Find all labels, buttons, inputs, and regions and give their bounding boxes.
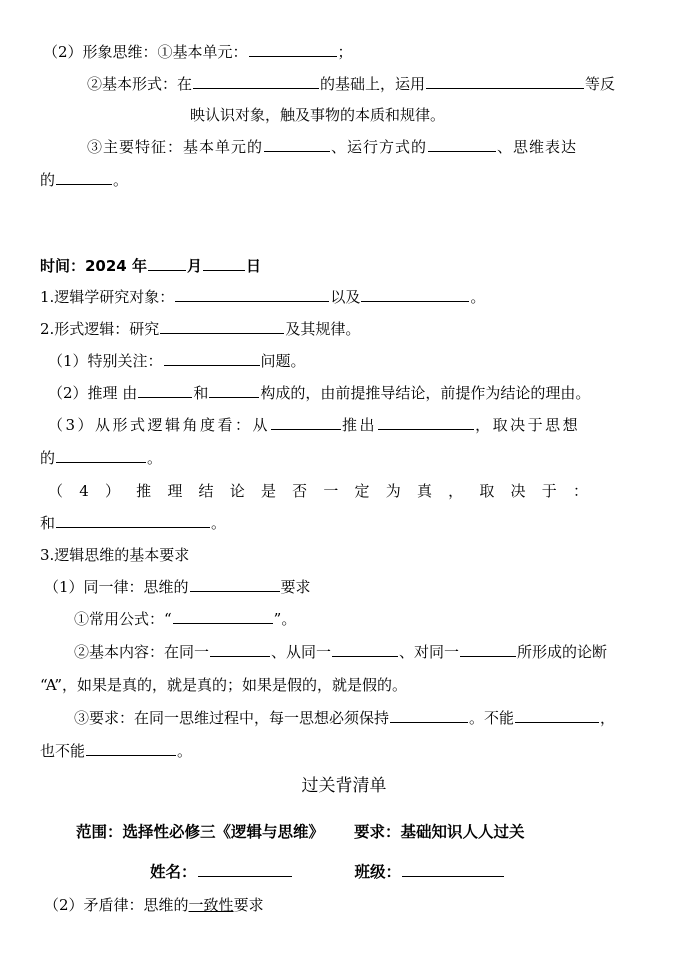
text: 1.逻辑学研究对象： — [40, 288, 175, 306]
fill-blank[interactable] — [249, 42, 337, 57]
fill-blank[interactable] — [175, 287, 329, 302]
fill-blank[interactable] — [361, 287, 469, 302]
text: “A”，如果是真的，就是真的；如果是假的，就是假的。 — [40, 676, 408, 694]
text: 的基础上，运用 — [320, 75, 426, 93]
text: 和 — [40, 514, 56, 532]
fill-blank[interactable] — [193, 74, 319, 89]
fill-blank[interactable] — [390, 708, 468, 723]
text: 所形成的论断 — [517, 643, 608, 661]
text: 要求 — [233, 896, 264, 914]
text: 。 — [211, 514, 227, 532]
line-main-features — [87, 137, 577, 157]
fill-blank[interactable] — [190, 577, 280, 592]
text: ； — [337, 43, 353, 61]
line-formal-view — [48, 415, 580, 435]
fill-blank[interactable] — [173, 609, 273, 624]
text: 日 — [246, 257, 262, 275]
line-formal-logic — [40, 319, 360, 339]
text: 及其规律。 — [285, 320, 361, 338]
line-requirement-cont — [40, 741, 192, 761]
text: 等反 — [585, 75, 616, 93]
text: （1）特别关注： — [48, 352, 163, 370]
text: 要求 — [280, 578, 311, 596]
text: 时间：2024 年 — [40, 257, 147, 275]
text: ②基本内容：在同一 — [74, 643, 210, 661]
fill-blank[interactable] — [264, 137, 330, 152]
fill-blank[interactable] — [428, 137, 496, 152]
fill-blank[interactable] — [210, 642, 270, 657]
text: （2）形象思维：①基本单元： — [43, 43, 248, 61]
class-label: 班级： — [354, 862, 402, 881]
line-law-identity — [44, 577, 311, 597]
text: ，取决于思想 — [475, 416, 581, 434]
text: 、从同一 — [271, 643, 332, 661]
text: 的 — [40, 449, 56, 467]
scope-line — [76, 822, 525, 842]
fill-blank[interactable] — [56, 170, 112, 185]
text: ”。 — [273, 610, 297, 628]
day-blank[interactable] — [203, 256, 245, 271]
line-basic-content-cont — [40, 675, 407, 695]
text: 。 — [113, 171, 129, 189]
line-law-contradiction — [44, 895, 264, 915]
text: 2.形式逻辑：研究 — [40, 320, 160, 338]
text: 、运行方式的 — [331, 138, 428, 156]
fill-blank[interactable] — [460, 642, 516, 657]
list-title — [0, 776, 688, 796]
line-basic-content — [74, 642, 607, 662]
fill-blank[interactable] — [378, 415, 474, 430]
text: 、对同一 — [399, 643, 460, 661]
fill-blank[interactable] — [271, 415, 341, 430]
scope-label: 范围：选择性必修三《逻辑与思维》 — [76, 822, 325, 841]
line-formal-view-cont — [40, 448, 162, 468]
text: 月 — [186, 257, 202, 275]
text: 。不能 — [469, 709, 515, 727]
text: ①常用公式：“ — [74, 610, 172, 628]
fill-blank[interactable] — [56, 448, 146, 463]
fill-blank[interactable] — [160, 319, 284, 334]
text: 也不能 — [40, 742, 86, 760]
fill-blank[interactable] — [332, 642, 398, 657]
text: 推出 — [342, 416, 378, 434]
line-basic-form — [87, 74, 615, 94]
text: 。 — [470, 288, 486, 306]
line-conclusion-true-cont — [40, 513, 226, 533]
text: （2）推理 由 — [48, 384, 138, 402]
fill-blank[interactable] — [56, 513, 210, 528]
text: 构成的，由前提推导结论，前提作为结论的理由。 — [260, 384, 591, 402]
line-image-thinking — [43, 42, 353, 62]
name-label: 姓名： — [150, 862, 197, 881]
line-logic-object — [40, 287, 485, 307]
line-conclusion-true — [48, 481, 604, 501]
line-basic-form-cont — [190, 105, 445, 125]
fill-blank[interactable] — [515, 708, 599, 723]
text: 。 — [147, 449, 163, 467]
line-basic-requirements — [40, 545, 189, 565]
line-main-features-cont — [40, 170, 128, 190]
text: 映认识对象，触及事物的本质和规律。 — [190, 106, 446, 124]
fill-blank[interactable] — [209, 383, 259, 398]
name-class-line — [150, 862, 505, 882]
text: 过关背清单 — [301, 776, 387, 796]
text: 的 — [40, 171, 56, 189]
class-blank[interactable] — [402, 862, 504, 877]
line-special-attention — [48, 351, 306, 371]
answer-text: 一致性 — [188, 896, 234, 914]
fill-blank[interactable] — [426, 74, 584, 89]
fill-blank[interactable] — [138, 383, 192, 398]
line-requirement — [74, 708, 615, 728]
month-blank[interactable] — [148, 256, 186, 271]
text: （4）推理结论是否一定为真，取决于： — [48, 482, 605, 500]
name-blank[interactable] — [198, 862, 292, 877]
text: （3）从形式逻辑角度看：从 — [48, 416, 271, 434]
text: （2）矛盾律：思维的 — [44, 896, 189, 914]
line-inference — [48, 383, 590, 403]
text: 以及 — [330, 288, 361, 306]
line-formula — [74, 609, 296, 629]
text: ②基本形式：在 — [87, 75, 193, 93]
text: 、思维表达 — [497, 138, 578, 156]
requirement-label: 要求：基础知识人人过关 — [354, 822, 525, 841]
date-line — [40, 256, 261, 276]
text: （1）同一律：思维的 — [44, 578, 189, 596]
text: ③要求：在同一思维过程中，每一思想必须保持 — [74, 709, 390, 727]
text: 3.逻辑思维的基本要求 — [40, 546, 190, 564]
fill-blank[interactable] — [164, 351, 260, 366]
text: 。 — [177, 742, 193, 760]
text: ③主要特征：基本单元的 — [87, 138, 264, 156]
fill-blank[interactable] — [86, 741, 176, 756]
text: 问题。 — [260, 352, 306, 370]
text: ， — [600, 709, 616, 727]
text: 和 — [193, 384, 209, 402]
